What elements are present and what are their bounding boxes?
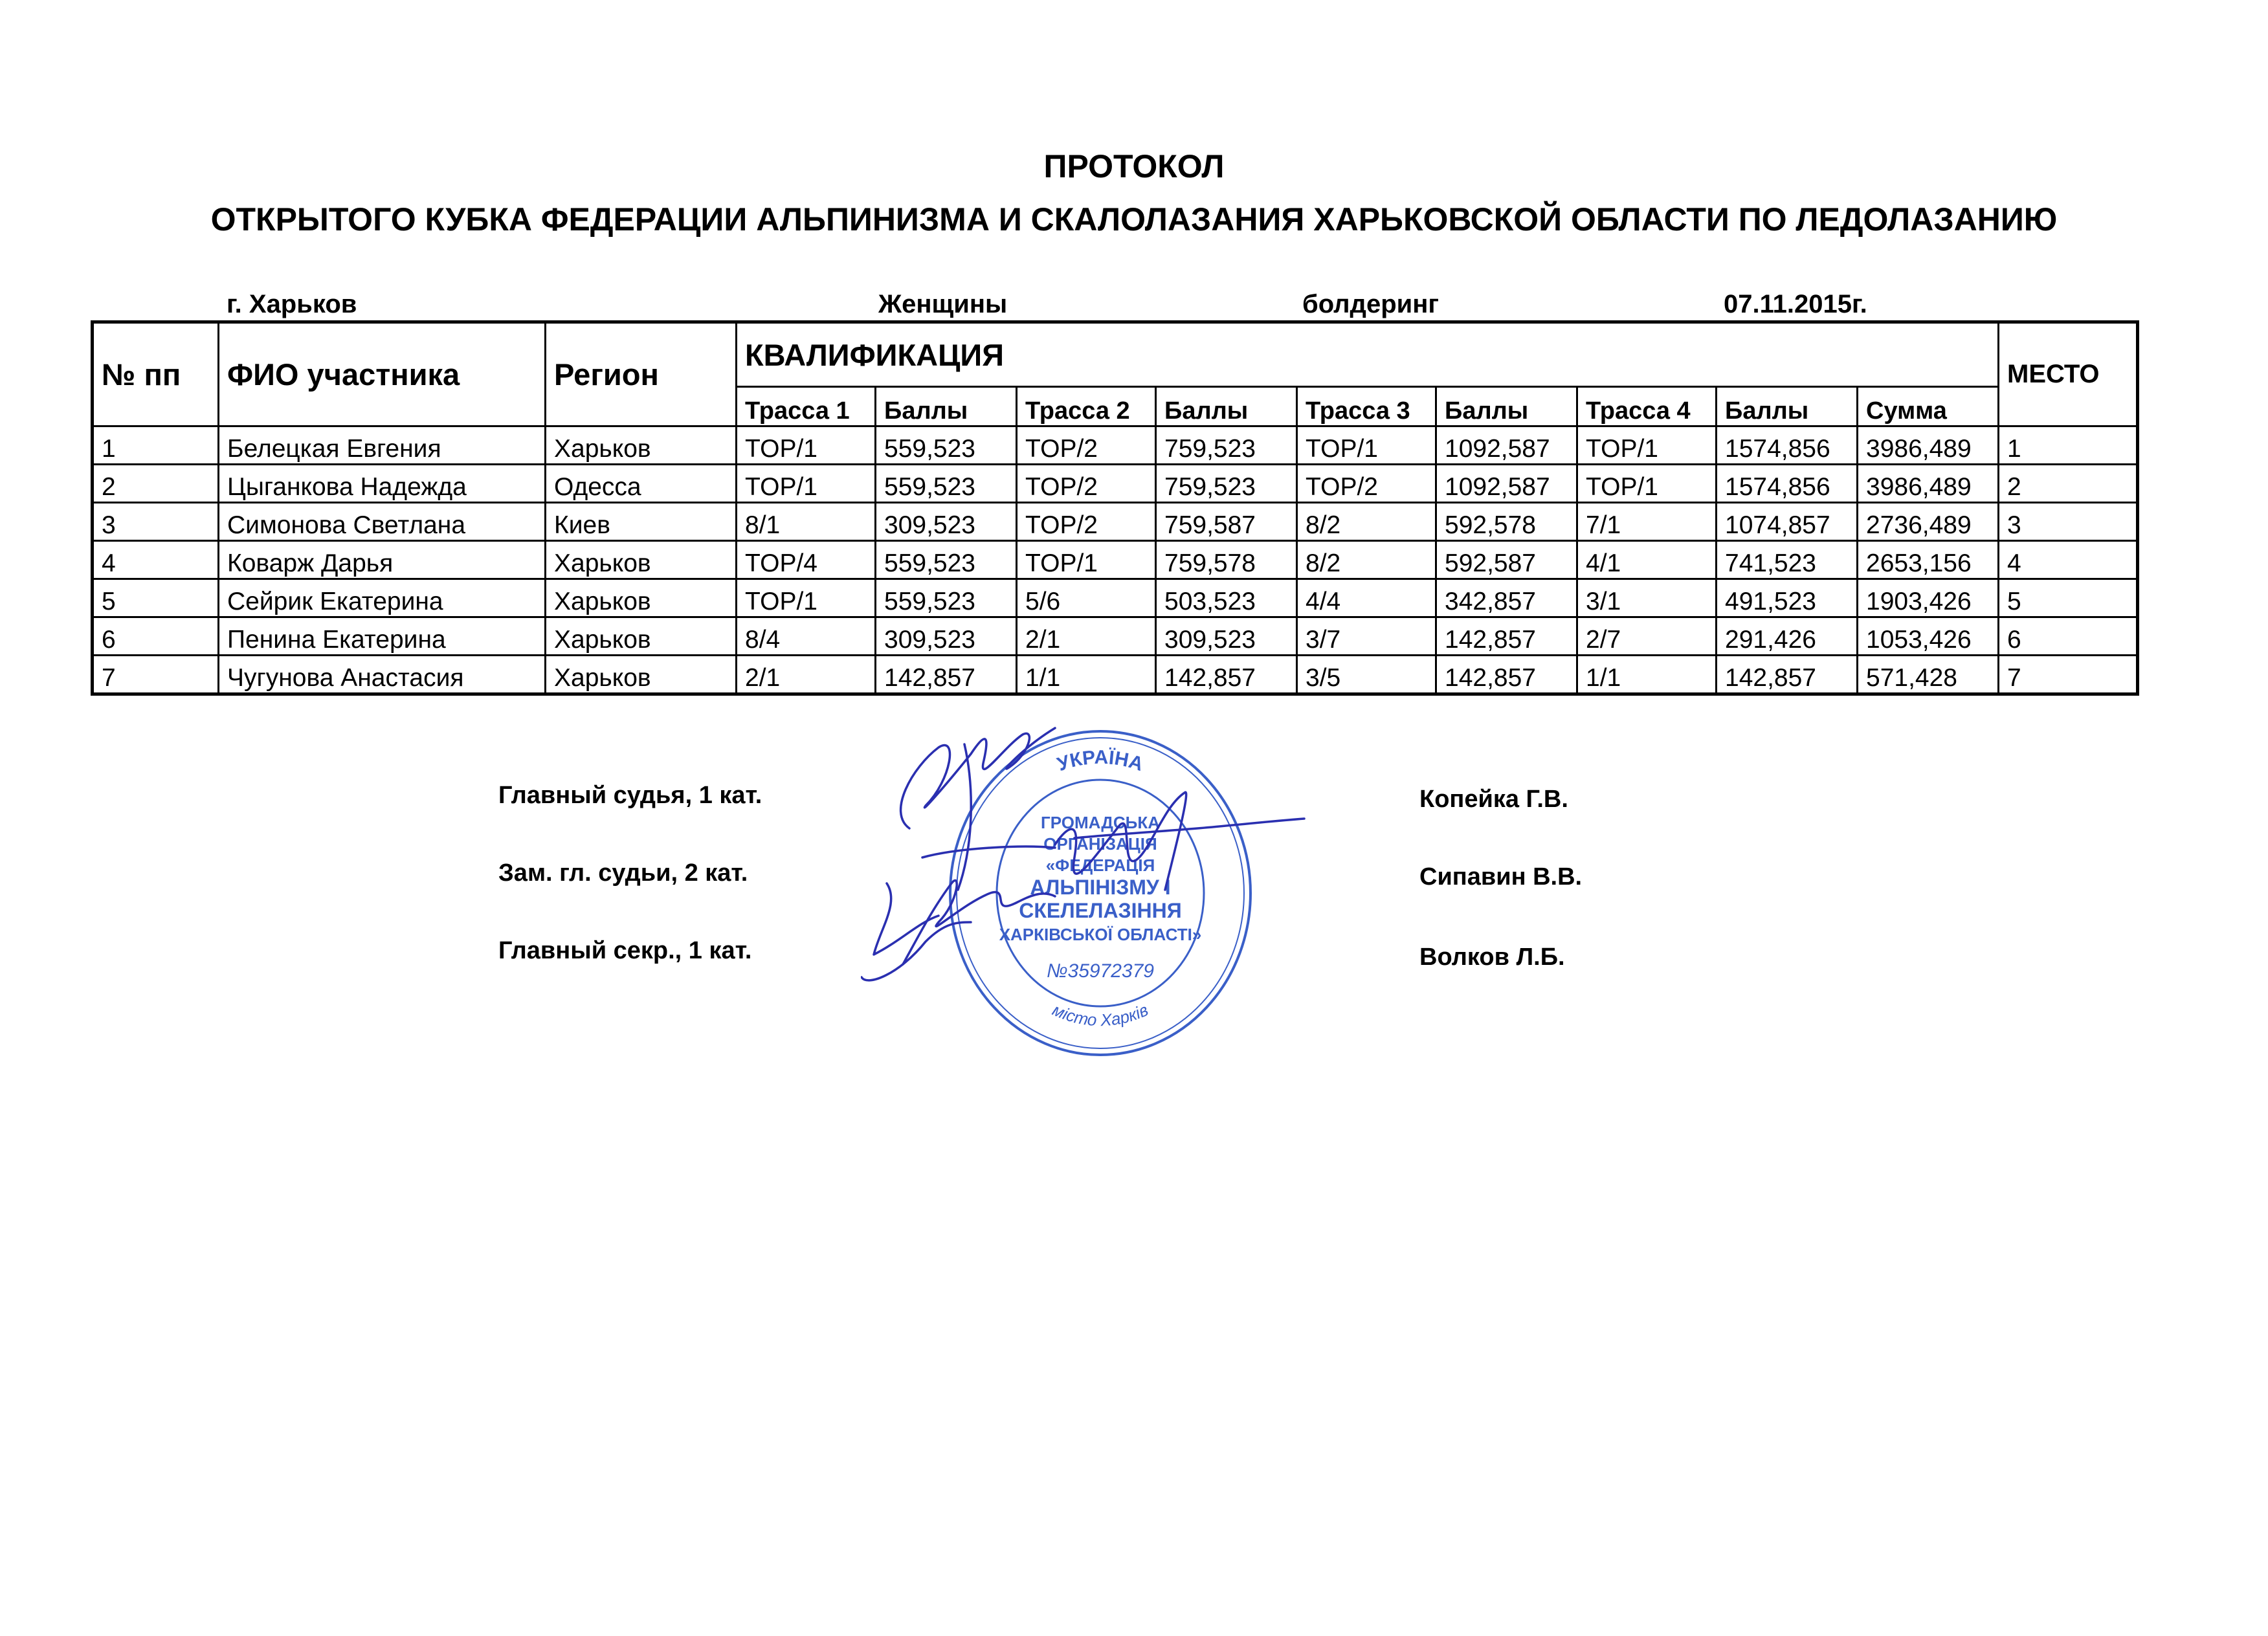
route-4-result: 1/1 [1577, 656, 1717, 694]
total-points: 1053,426 [1858, 617, 1999, 656]
results-table [91, 320, 2139, 696]
table-row [93, 656, 2138, 694]
route-4-result: 7/1 [1577, 503, 1717, 541]
route-2-result: 2/1 [1017, 617, 1156, 656]
subheader-route: Трасса 3 [1297, 387, 1436, 426]
route-3-points: 342,857 [1436, 579, 1577, 617]
route-1-points: 559,523 [876, 465, 1017, 503]
route-3-points: 1092,587 [1436, 426, 1577, 465]
total-points: 2736,489 [1858, 503, 1999, 541]
meta-date: 07.11.2015г. [1724, 290, 1867, 318]
signature-name-deputy-judge: Сипавин В.В. [1419, 863, 1583, 890]
route-2-result: TOP/2 [1017, 503, 1156, 541]
document-subtitle: ОТКРЫТОГО КУБКА ФЕДЕРАЦИИ АЛЬПИНИЗМА И СКАЛОЛАЗАНИЯ ХАРЬКОВСКОЙ ОБЛАСТИ ПО ЛЕДОЛАЗАНИЮ [210, 201, 2058, 238]
document-title: ПРОТОКОЛ [1043, 148, 1225, 184]
route-1-points: 559,523 [876, 426, 1017, 465]
route-1-result: TOP/1 [737, 579, 876, 617]
route-4-points: 291,426 [1717, 617, 1858, 656]
route-1-result: 8/4 [737, 617, 876, 656]
signature-name-chief-judge: Копейка Г.В. [1419, 786, 1568, 813]
total-points: 3986,489 [1858, 426, 1999, 465]
row-number: 5 [93, 579, 219, 617]
route-2-points: 309,523 [1156, 617, 1297, 656]
row-number: 1 [93, 426, 219, 465]
participant-name: Цыганкова Надежда [219, 465, 546, 503]
place: 7 [1999, 656, 2138, 694]
route-3-result: 3/5 [1297, 656, 1436, 694]
route-3-result: TOP/1 [1297, 426, 1436, 465]
route-4-points: 741,523 [1717, 541, 1858, 579]
route-2-result: TOP/1 [1017, 541, 1156, 579]
stamp-line: ХАРКІВСЬКОЇ ОБЛАСТІ» [999, 925, 1202, 944]
place: 5 [1999, 579, 2138, 617]
row-number: 7 [93, 656, 219, 694]
participant-name: Белецкая Евгения [219, 426, 546, 465]
subheader-route: Трасса 2 [1017, 387, 1156, 426]
table-row [93, 541, 2138, 579]
route-3-result: 3/7 [1297, 617, 1436, 656]
route-3-points: 592,578 [1436, 503, 1577, 541]
row-number: 2 [93, 465, 219, 503]
route-4-points: 1574,856 [1717, 426, 1858, 465]
stamp-line: СКЕЛЕЛАЗІННЯ [1019, 899, 1182, 922]
place: 2 [1999, 465, 2138, 503]
route-3-result: 8/2 [1297, 503, 1436, 541]
route-3-result: TOP/2 [1297, 465, 1436, 503]
route-2-result: TOP/2 [1017, 465, 1156, 503]
route-2-points: 142,857 [1156, 656, 1297, 694]
route-4-points: 142,857 [1717, 656, 1858, 694]
stamp-top-text: УКРАЇНА [1054, 746, 1146, 776]
participant-name: Чугунова Анастасия [219, 656, 546, 694]
region: Харьков [546, 426, 737, 465]
participant-name: Симонова Светлана [219, 503, 546, 541]
route-1-result: TOP/1 [737, 426, 876, 465]
row-number: 3 [93, 503, 219, 541]
route-2-points: 759,523 [1156, 465, 1297, 503]
route-2-points: 759,523 [1156, 426, 1297, 465]
place: 4 [1999, 541, 2138, 579]
route-4-result: 3/1 [1577, 579, 1717, 617]
subheader-points: Баллы [1156, 387, 1297, 426]
row-number: 6 [93, 617, 219, 656]
signature-name-secretary: Волков Л.Б. [1419, 944, 1565, 971]
route-1-points: 309,523 [876, 503, 1017, 541]
route-4-result: TOP/1 [1577, 465, 1717, 503]
route-2-result: 1/1 [1017, 656, 1156, 694]
route-1-points: 559,523 [876, 579, 1017, 617]
meta-category: Женщины [878, 290, 1008, 318]
route-2-points: 759,578 [1156, 541, 1297, 579]
subheader-points: Баллы [1717, 387, 1858, 426]
place: 6 [1999, 617, 2138, 656]
total-points: 2653,156 [1858, 541, 1999, 579]
route-3-result: 8/2 [1297, 541, 1436, 579]
handwritten-signatures [861, 709, 1307, 1013]
region: Харьков [546, 656, 737, 694]
region: Харьков [546, 579, 737, 617]
stamp-line: АЛЬПІНІЗМУ І [1030, 876, 1171, 899]
route-4-result: TOP/1 [1577, 426, 1717, 465]
subheader-route: Трасса 1 [737, 387, 876, 426]
participant-name: Пенина Екатерина [219, 617, 546, 656]
subheader-route: Трасса 4 [1577, 387, 1717, 426]
place: 3 [1999, 503, 2138, 541]
participant-name: Коварж Дарья [219, 541, 546, 579]
col-header-region: Регион [546, 322, 737, 426]
col-header-num: № пп [93, 322, 219, 426]
route-3-points: 142,857 [1436, 656, 1577, 694]
total-points: 1903,426 [1858, 579, 1999, 617]
route-1-points: 142,857 [876, 656, 1017, 694]
subheader-points: Баллы [1436, 387, 1577, 426]
signature-role-chief-judge: Главный судья, 1 кат. [498, 782, 762, 809]
subheader-sum: Сумма [1858, 387, 1999, 426]
region: Харьков [546, 617, 737, 656]
route-1-result: 8/1 [737, 503, 876, 541]
route-2-points: 759,587 [1156, 503, 1297, 541]
table-row [93, 579, 2138, 617]
table-row [93, 465, 2138, 503]
route-1-result: 2/1 [737, 656, 876, 694]
meta-city: г. Харьков [227, 290, 357, 318]
col-header-name: ФИО участника [219, 322, 546, 426]
total-points: 3986,489 [1858, 465, 1999, 503]
route-3-points: 592,587 [1436, 541, 1577, 579]
total-points: 571,428 [1858, 656, 1999, 694]
route-4-result: 4/1 [1577, 541, 1717, 579]
row-number: 4 [93, 541, 219, 579]
stamp-line: «ФЕДЕРАЦІЯ [1045, 856, 1155, 875]
region: Киев [546, 503, 737, 541]
route-4-points: 1574,856 [1717, 465, 1858, 503]
route-3-points: 142,857 [1436, 617, 1577, 656]
meta-discipline: болдеринг [1302, 290, 1440, 318]
participant-name: Сейрик Екатерина [219, 579, 546, 617]
route-2-result: 5/6 [1017, 579, 1156, 617]
stamp-line: ОРГАНІЗАЦІЯ [1043, 834, 1157, 854]
table-row [93, 503, 2138, 541]
route-2-result: TOP/2 [1017, 426, 1156, 465]
route-4-points: 1074,857 [1717, 503, 1858, 541]
region: Одесса [546, 465, 737, 503]
route-1-result: TOP/4 [737, 541, 876, 579]
stamp-bottom-text: місто Харків [1049, 1000, 1151, 1030]
stamp-line: №35972379 [1047, 960, 1154, 982]
route-4-result: 2/7 [1577, 617, 1717, 656]
route-3-result: 4/4 [1297, 579, 1436, 617]
stamp-line: ГРОМАДСЬКА [1041, 813, 1160, 832]
route-4-points: 491,523 [1717, 579, 1858, 617]
col-header-place: МЕСТО [1999, 322, 2138, 426]
route-1-result: TOP/1 [737, 465, 876, 503]
route-2-points: 503,523 [1156, 579, 1297, 617]
table-row [93, 426, 2138, 465]
place: 1 [1999, 426, 2138, 465]
subheader-points: Баллы [876, 387, 1017, 426]
region: Харьков [546, 541, 737, 579]
route-1-points: 559,523 [876, 541, 1017, 579]
route-1-points: 309,523 [876, 617, 1017, 656]
signature-role-deputy-judge: Зам. гл. судьи, 2 кат. [498, 859, 748, 887]
route-3-points: 1092,587 [1436, 465, 1577, 503]
signature-role-secretary: Главный секр., 1 кат. [498, 937, 752, 964]
col-header-qualification: КВАЛИФИКАЦИЯ [737, 322, 1999, 387]
table-row [93, 617, 2138, 656]
